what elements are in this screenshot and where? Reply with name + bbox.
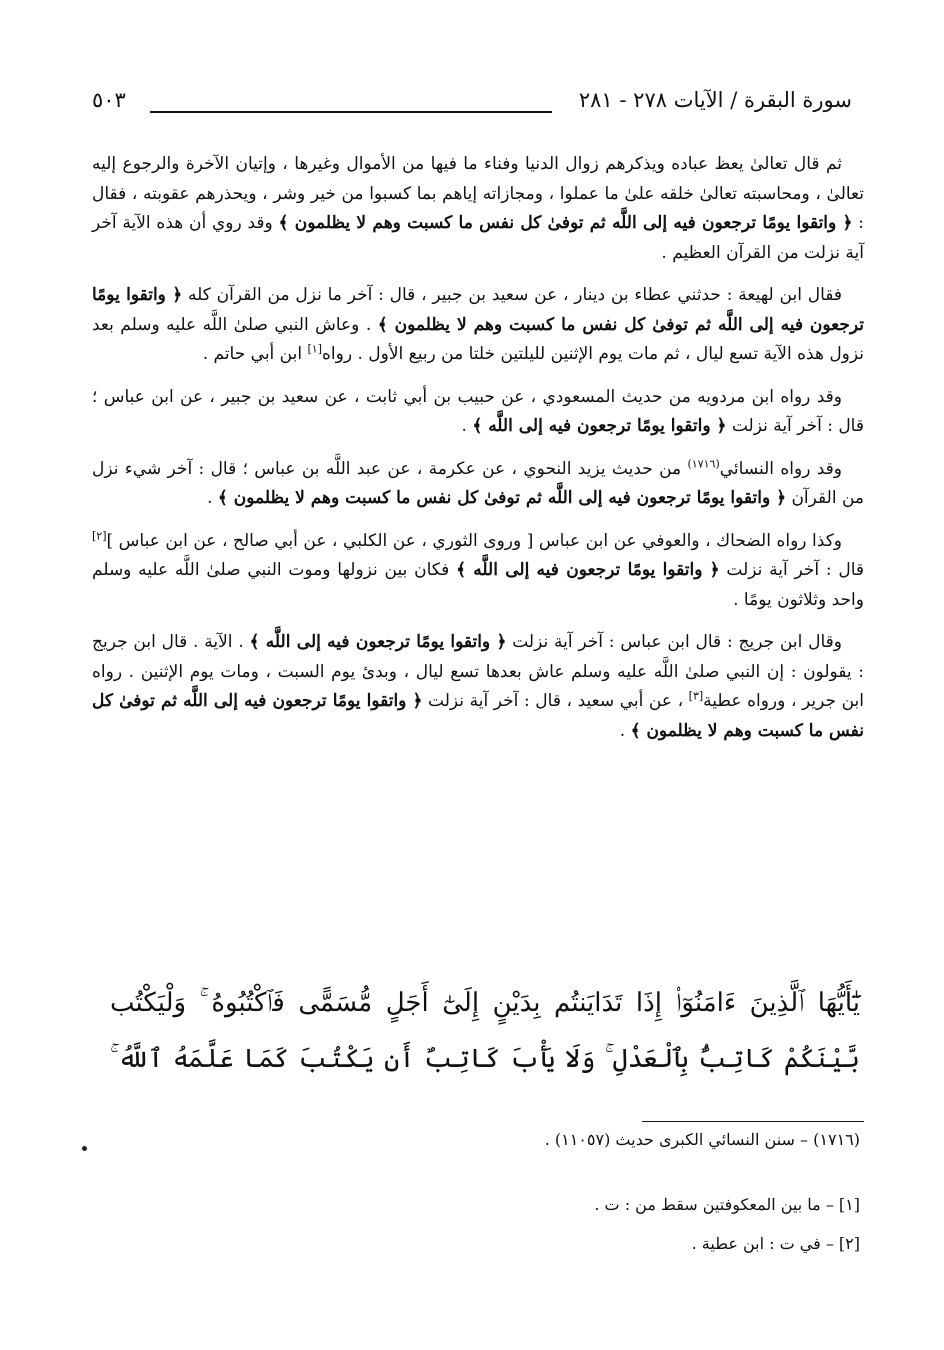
- quran-quote: ﴿ واتقوا يومًا ترجعون فيه إلى اللَّه ﴾: [472, 416, 727, 436]
- quran-quote: ﴿ واتقوا يومًا ترجعون فيه إلى اللَّه ﴾: [249, 632, 507, 652]
- quran-quote: ﴿ واتقوا يومًا ترجعون فيه إلى اللَّه ﴾: [456, 560, 720, 580]
- footnote-bracketed: [١] – ما بين المعكوفتين سقط من : ت .: [594, 1195, 860, 1214]
- quran-quote: ﴿ واتقوا يومًا ترجعون فيه إلى اللَّه ثم توفىٰ كل نفس ما كسبت وهم لا يظلمون ﴾: [217, 488, 787, 508]
- commentary-text: [92, 150, 864, 759]
- page-number: ٥٠٣: [92, 88, 126, 112]
- quran-verse: [110, 975, 860, 1087]
- stray-dot: [82, 1146, 87, 1151]
- footnote-ref: [٢]: [92, 528, 107, 542]
- surah-title: سورة البقرة / الآيات ٢٧٨ - ٢٨١: [578, 88, 852, 112]
- paragraph: وقد رواه ابن مردويه من حديث المسعودي ، عن حبيب بن أبي ثابت ، عن سعيد بن جبير ، عن ابن عباس ؛ قال : آخر آية نزلت ﴿ واتقوا يومًا ترجعون فيه إلى اللَّه ﴾ .: [92, 386, 864, 436]
- verse-line: يَٰٓأَيُّهَا ٱلَّذِينَ ءَامَنُوٓا۟ إِذَا تَدَايَنتُم بِدَيْنٍ إِلَىٰٓ أَجَلٍ مُّسَمًّى فَٱكْتُبُوهُ ۚ وَلْيَكْتُب: [110, 988, 860, 1018]
- verse-line: بَّيْنَكُمْ كَاتِبٌۢ بِٱلْعَدْلِ ۚ وَلَا يَأْبَ كَاتِبٌ أَن يَكْتُبَ كَمَا عَلَّمَهُ ٱللَّهُ ۚ: [110, 1044, 860, 1074]
- paragraph: فقال ابن لهيعة : حدثني عطاء بن دينار ، عن سعيد بن جبير ، قال : آخر ما نزل من القرآن كله ﴿ واتقوا يومًا ترجعون فيه إلى اللَّه ثم توفىٰ كل نفس ما كسبت وهم لا يظلمون ﴾ . وعاش النبي صلىٰ اللَّه عليه وسلم بعد نزول هذه الآية تسع ليال ، ثم مات يوم الإثنين لليلتين خلتا من ربيع الأول . رواه[١] ابن أبي حاتم .: [92, 285, 864, 364]
- quran-quote: ﴿ واتقوا يومًا ترجعون فيه إلى اللَّه ثم توفىٰ كل نفس ما كسبت وهم لا يظلمون ﴾: [278, 213, 853, 233]
- header-rule: [150, 111, 552, 113]
- footnote-numbered: (١٧١٦) – سنن النسائي الكبرى حديث (١١٠٥٧) .: [544, 1130, 860, 1149]
- footnote-ref: [٣]: [688, 689, 704, 703]
- footnote-ref: [١]: [307, 342, 322, 356]
- quran-quote: ﴿ واتقوا يومًا ترجعون فيه إلى اللَّه ثم توفىٰ كل نفس ما كسبت وهم لا يظلمون ﴾: [92, 285, 864, 335]
- paragraph: وقال ابن جريج : قال ابن عباس : آخر آية نزلت ﴿ واتقوا يومًا ترجعون فيه إلى اللَّه ﴾ . الآية . قال ابن جريج : يقولون : إن النبي صلىٰ اللَّه عليه وسلم عاش بعدها تسع ليال ، وبدئ يوم السبت ، ومات يوم الإثنين . رواه ابن جرير ، ورواه عطية[٣] ، عن أبي سعيد ، قال : آخر آية نزلت ﴿ واتقوا يومًا ترجعون فيه إلى اللَّه ثم توفىٰ كل نفس ما كسبت وهم لا يظلمون ﴾ .: [92, 632, 864, 741]
- paragraph: ثم قال تعالىٰ يعظ عباده ويذكرهم زوال الدنيا وفناء ما فيها من الأموال وغيرها ، وإتيان الآخرة والرجوع إليه تعالىٰ ، ومحاسبته تعالىٰ خلقه علىٰ ما عملوا ، ومجازاته إياهم بما كسبوا من خير وشر ، ويحذرهم عقوبته ، فقال : ﴿ واتقوا يومًا ترجعون فيه إلى اللَّه ثم توفىٰ كل نفس ما كسبت وهم لا يظلمون ﴾ وقد روي أن هذه الآية آخر آية نزلت من القرآن العظيم .: [92, 154, 864, 263]
- quran-quote: ﴿ واتقوا يومًا ترجعون فيه إلى اللَّه ثم توفىٰ كل نفس ما كسبت وهم لا يظلمون ﴾: [92, 691, 864, 741]
- paragraph: وقد رواه النسائي$^{(١٧١٦)}$ من حديث يزيد النحوي ، عن عكرمة ، عن عبد اللَّه بن عباس ؛ قال : آخر شيء نزل من القرآن ﴿ واتقوا يومًا ترجعون فيه إلى اللَّه ثم توفىٰ كل نفس ما كسبت وهم لا يظلمون ﴾ .: [92, 456, 864, 508]
- paragraph: وكذا رواه الضحاك ، والعوفي عن ابن عباس [ وروى الثوري ، عن الكلبي ، عن أبي صالح ، عن ابن عباس ][٢] قال : آخر آية نزلت ﴿ واتقوا يومًا ترجعون فيه إلى اللَّه ﴾ فكان بين نزولها وموت النبي صلىٰ اللَّه عليه وسلم واحد وثلاثون يومًا .: [92, 528, 864, 610]
- running-header: [92, 88, 852, 124]
- footnote-bracketed: [٢] – في ت : ابن عطية .: [691, 1234, 860, 1253]
- footnote-rule: [642, 1121, 864, 1122]
- footnote-ref: (١٧١٦): [687, 456, 720, 470]
